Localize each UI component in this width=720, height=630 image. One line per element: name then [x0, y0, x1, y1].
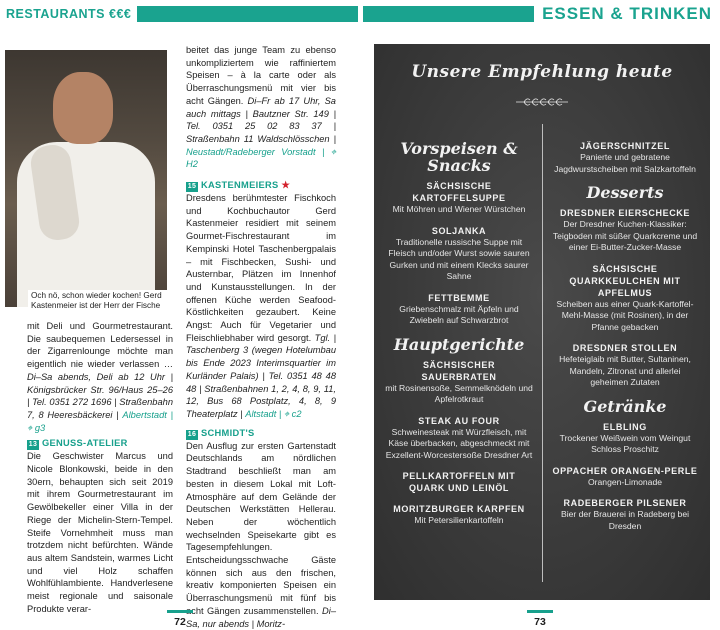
menu-item — [550, 140, 700, 175]
dish-desc: mit Rosinensoße, Semmelknödeln und Apfelrotkraut — [385, 382, 533, 404]
dish-desc: Panierte und gebratene Jagdwurstscheiben mit Salzkartoffeln — [554, 152, 696, 174]
menu-item — [384, 180, 534, 216]
category-title: Getränke — [583, 396, 667, 416]
category-title: Vorspeisen & Snacks — [400, 139, 518, 175]
entry-number: 16 — [187, 430, 197, 438]
dish-name: SÄCHSISCHE QUARKKEULCHEN MIT APFELMUS — [569, 263, 681, 298]
menu-item — [550, 263, 700, 334]
dish-name: FETTBEMME — [428, 292, 490, 303]
dish-desc: Scheiben aus einer Quark-Kartoffel-Mehl-Masse (mit Rosinen), in der Pfanne gebacken — [556, 298, 694, 332]
dish-desc: Griebenschmalz mit Äpfeln und Zwiebeln auf Schwarzbrot — [399, 303, 519, 325]
entry-title: KASTENMEIERS — [201, 180, 279, 191]
dish-name: DRESDNER STOLLEN — [572, 343, 678, 353]
chef-photo — [5, 50, 167, 307]
dish-desc: Mit Petersilienkartoffeln — [414, 515, 504, 525]
dish-name: MORITZBURGER KARPFEN — [393, 504, 525, 514]
col2-link[interactable]: Neustadt/Radeberger Vorstadt | ⌖ H2 — [186, 146, 336, 170]
category-title: Desserts — [586, 183, 664, 202]
entry-number: 13 — [28, 441, 38, 449]
kasten-text: Dresdens berühmtester Fischkoch und Kochbuchautor Gerd Kastenmeier residiert mit seinem Gourmet-Fischrestaurant im Kempinski Hotel Taschenbergpalais – mit Fischbecken, Sushi- und Austernbar, Plätzen im Innenhof und Kunstausstellungen. In der offenen Küche werden Seafood-Köstlichkeiten gezaubert. Keine Angst: Auch für Vegetarier und Fleischliebhaber wird gesorgt. — [186, 193, 336, 343]
section-header: RESTAURANTS €€€ — [0, 6, 137, 22]
intro-link[interactable]: Albertstadt | ⌖ g3 — [27, 409, 173, 433]
kasten-info: Tgl. | Taschenberg 3 (wegen Hotelumbau bis Ende 2023 Interimsquartier im Kurländer Palais) | Tel. 0351 48 48 48 | Straßenbahnen 1, 2, 4, 8, 9, 11, 12, Bus 68 Postplatz, 4, 8, 9 Theaterplatz | — [186, 332, 336, 419]
category-title: Hauptgerichte — [393, 334, 525, 354]
menu-item — [384, 470, 534, 494]
menu-item — [384, 415, 534, 462]
dish-desc: Der Dresdner Kuchen-Klassiker: Teigboden mit süßer Quarkcreme und einer Ei-Butter-Zucker-Masse — [552, 219, 698, 252]
dish-name: SOLJANKA — [431, 225, 487, 236]
menu-item — [550, 465, 700, 489]
col2-intro: beitet das junge Team zu ebenso unkompliziertem wie raffiniertem Speisen – à la carte oder als Überraschungsmenü mit vier bis acht Gängen. — [186, 45, 336, 106]
leaf-ornament-icon — [514, 96, 570, 108]
photo-caption: Och nö, schon wieder kochen! Gerd Kastenmeier ist der Herr der Fische — [28, 290, 176, 312]
dish-name: DRESDNER EIERSCHECKE — [559, 208, 691, 218]
entry-title: SCHMIDT'S — [201, 427, 255, 438]
dish-name: RADEBERGER PILSENER — [563, 498, 687, 508]
star-icon: ★ — [281, 180, 290, 191]
dish-desc: Traditionelle russische Suppe mit Fleisch und/oder Wurst sowie sauren Gurken und mit einem Klecks saurer Sahne — [388, 236, 530, 281]
dish-name: SÄCHSISCHE KARTOFFELSUPPE — [412, 181, 506, 203]
menu-item — [384, 503, 534, 527]
dish-desc: Orangen-Limonade — [587, 476, 663, 487]
chef-head — [53, 72, 113, 144]
schmidt-text: Den Ausflug zur ersten Gartenstadt Deutschlands am nördlichen Stadtrand beschließt man am besten in diesem Lokal mit Loft-Atmosphäre auf dem Gelände der Deutschen Werkstätten Hellerau. Neben der wöchentlich wechselnden Speisekarte gibt es Tagesempfehlungen. Entscheidungsschwache Gäste können sich aus den frischen, kreativ komponierten Speisen ein Überraschungsmenü mit fünf bis acht Gängen zusammenstellen. — [186, 440, 336, 616]
chalkboard-menu — [374, 44, 710, 600]
menu-item — [384, 359, 534, 406]
genuss-heading — [27, 437, 173, 450]
dish-name: OPPACHER ORANGEN-PERLE — [552, 465, 698, 476]
dish-name: PELLKARTOFFELN MIT QUARK UND LEINÖL — [402, 471, 516, 493]
left-header-bar — [0, 6, 358, 22]
kasten-link[interactable]: Altstadt | ⌖ c2 — [245, 408, 302, 419]
dish-name: SÄCHSISCHER SAUERBRATEN — [421, 359, 497, 382]
col2-info: Di–Fr ab 17 Uhr, Sa auch mittags | Bautzner Str. 149 | Tel. 0351 25 02 83 37 | Straßenbahn 11 Waldschlösschen | — [186, 95, 336, 144]
dish-desc: Hefeteiglaib mit Butter, Sultaninen, Mandeln, Zitronat und allerlei geheimen Zutaten — [559, 354, 691, 387]
entry-number: 15 — [187, 183, 197, 191]
genuss-text: Die Geschwister Marcus und Nicole Blonkowski, beide in den 30ern, behaupten sich seit 2019 mit ihrem Gourmetrestaurant im Gewölbekeller einer Villa in der Riege der Michelin-Stern-Tempel. Steife Vornehmheit muss man trotzdem nicht befürchten. Wände aus altem Sandstein, warmes Licht und viel Holz schaffen Wohlfühlambiente. Handverlesene meist regionale und saisonale Produkte verar- — [27, 451, 173, 614]
dish-desc: Bier der Brauerei in Radeberg bei Dresden — [560, 509, 690, 531]
intro-info: Di–Sa abends, Deli ab 12 Uhr | Königsbrücker Str. 96/Haus 25–26 | Tel. 0351 272 1696 | Straßenbahn 7, 8 Heeresbäckerei | — [27, 371, 173, 420]
kasten-heading — [186, 179, 336, 192]
left-column-1 — [27, 320, 173, 615]
column-divider — [542, 124, 543, 582]
schmidt-heading — [186, 427, 336, 440]
page-number-left: 72 — [160, 610, 200, 628]
intro-text: mit Deli und Gourmetrestaurant. Die saubequemen Ledersessel in der Zigarrenlounge möchte man eigentlich nie wieder verlassen … — [27, 321, 173, 370]
menu-item — [550, 497, 700, 532]
entry-title: GENUSS-ATELIER — [42, 438, 128, 449]
menu-item — [384, 292, 534, 327]
section-header: ESSEN & TRINKEN — [534, 4, 720, 24]
menu-item — [550, 207, 700, 254]
menu-item — [384, 225, 534, 283]
dish-desc: Trockener Weißwein vom Weingut Schloss Proschitz — [559, 432, 691, 454]
menu-item — [550, 342, 700, 389]
board-title: Unsere Empfehlung heute — [411, 62, 673, 82]
schmidt-info: Di–Sa, nur abends | Moritz- — [186, 605, 336, 629]
menu-column-left — [384, 140, 534, 536]
dish-desc: Mit Möhren und Wiener Würstchen — [392, 204, 526, 214]
right-header-bar — [363, 6, 720, 22]
dish-name: ELBLING — [603, 421, 647, 432]
menu-item — [550, 421, 700, 456]
dish-name: JÄGERSCHNITZEL — [580, 141, 670, 151]
dish-name: STEAK AU FOUR — [418, 415, 500, 426]
page-number-right: 73 — [520, 610, 560, 628]
dish-desc: Schweinesteak mit Würzfleisch, mit Käse überbacken, abgeschmeckt mit Exzellent-Worcestersoße Dresdner Art — [385, 426, 533, 460]
left-column-2 — [186, 44, 336, 630]
menu-column-right — [550, 140, 700, 541]
